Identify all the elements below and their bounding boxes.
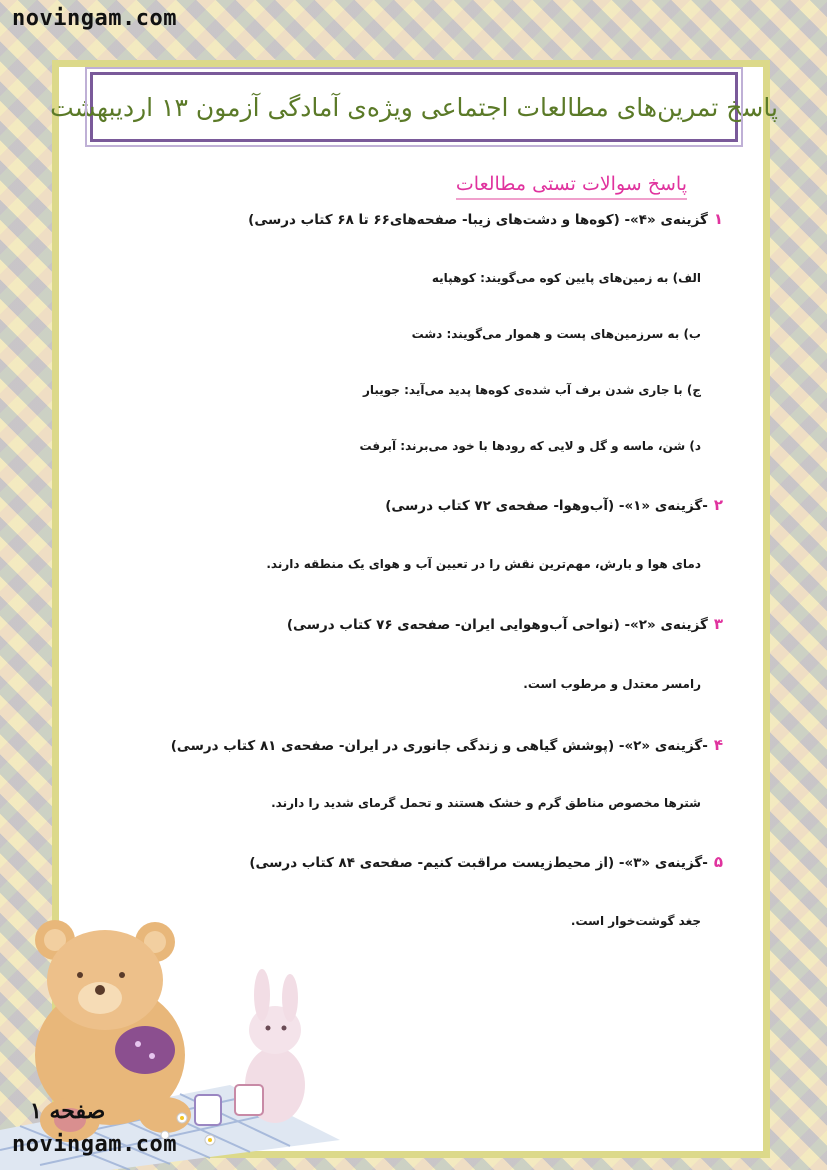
page-title: پاسخ تمرین‌های مطالعات اجتماعی ویژه‌ی آمادگی آزمون ۱۳ اردیبهشت [50,92,778,122]
answer-4: شترها مخصوص مناطق گرم و خشک هستند و تحمل گرمای شدید را دارند. [271,796,701,810]
page-number: صفحه ۱ [30,1098,106,1124]
question-number: ۳ [713,615,723,633]
question-number: ۴ [713,736,723,754]
answer-1b: ب) به سرزمین‌های پست و هموار می‌گویند: دشت [411,327,701,341]
question-number: ۵ [713,853,723,871]
question-number: ۲ [713,496,723,514]
question-4 [171,736,723,754]
answer-1d: د) شن، ماسه و گل و لایی که رودها با خود می‌برند: آبرفت [359,439,701,453]
question-text: گزینه‌ی «۴»- (کوه‌ها و دشت‌های زیبا- صفحه‌های۶۶ تا ۶۸ کتاب درسی) [248,212,708,228]
site-watermark-bottom: novingam.com [12,1132,177,1157]
answer-2: دمای هوا و بارش، مهم‌ترین نقش را در تعیین آب و هوای یک منطقه دارند. [266,557,701,571]
question-text: گزینه‌ی «۲»- (نواحی آب‌وهوایی ایران- صفحه‌ی ۷۶ کتاب درسی) [286,617,708,633]
site-watermark-top: novingam.com [12,6,177,31]
answer-5: جغد گوشت‌خوار است. [570,914,701,928]
header-box [50,72,778,142]
section-title: پاسخ سوالات تستی مطالعات [456,173,687,200]
teddy-bear-illustration [0,880,340,1170]
answer-3: رامسر معتدل و مرطوب است. [523,677,701,691]
question-2 [385,496,723,514]
answer-1c: ج) با جاری شدن برف آب شده‌ی کوه‌ها پدید می‌آید: جویبار [362,383,701,397]
question-1 [248,210,723,228]
question-number: ۱ [713,210,723,228]
question-text: -گزینه‌ی «۱»- (آب‌وهوا- صفحه‌ی ۷۲ کتاب درسی) [385,498,708,514]
question-5 [249,853,723,871]
answer-1a: الف) به زمین‌های پایین کوه می‌گویند: کوهپایه [431,271,701,285]
question-text: -گزینه‌ی «۲»- (پوشش گیاهی و زندگی جانوری در ایران- صفحه‌ی ۸۱ کتاب درسی) [170,738,708,754]
question-text: -گزینه‌ی «۳»- (از محیط‌زیست مراقبت کنیم- صفحه‌ی ۸۴ کتاب درسی) [249,855,708,871]
question-3 [287,615,723,633]
